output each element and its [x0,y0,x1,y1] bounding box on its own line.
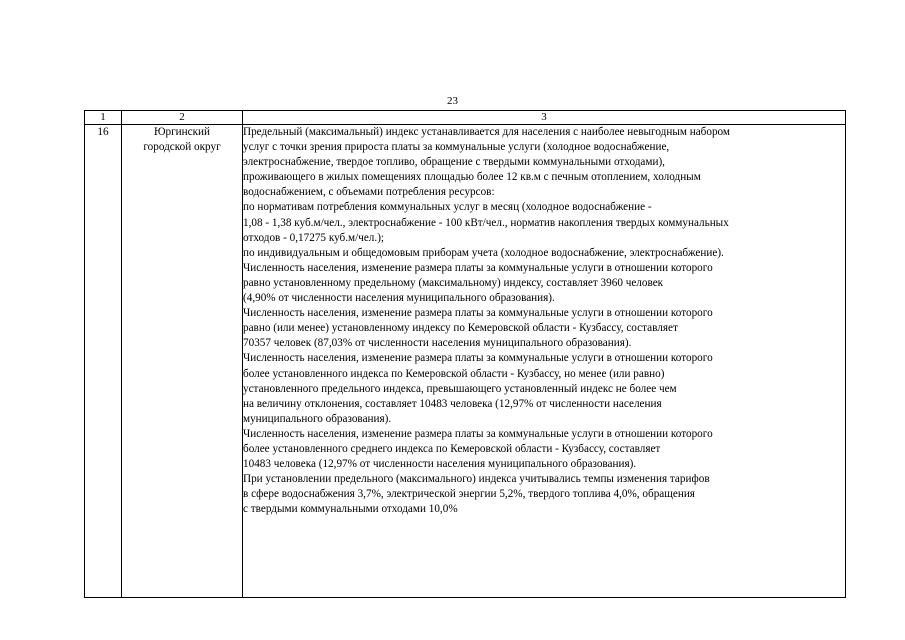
text-line: водоснабжением, с объемами потребления ресурсов: [243,186,495,199]
text-line: отходов - 0,17275 куб.м/чел.); [243,231,385,244]
text-line: При установлении предельного (максимального) индекса учитывались темпы изменения тарифов [243,473,710,486]
text-line: равно установленному предельному (максимальному) индексу, составляет 3960 человек [243,276,664,289]
municipality-line: городской округ [143,141,221,154]
municipality-line: Юргинский [153,126,211,138]
header-col-3: 3 [243,111,846,125]
page-number: 23 [447,95,458,107]
index-description [243,125,846,598]
header-col-1: 1 [85,111,122,125]
text-line: Численность населения, изменение размера платы за коммунальные услуги в отношении которого [243,352,713,365]
text-line: по нормативам потребления коммунальных услуг в месяц (холодное водоснабжение - [243,201,652,214]
text-line: муниципального образования). [243,412,392,425]
text-line: услуг с точки зрения прироста платы за коммунальные услуги (холодное водоснабжение, [243,141,670,154]
text-line: Предельный (максимальный) индекс устанавливается для населения с наиболее невыгодным набором [243,126,730,138]
text-line: 10483 человека (12,97% от численности населения муниципального образования). [243,458,637,471]
text-line: Численность населения, изменение размера платы за коммунальные услуги в отношении которого [243,427,713,440]
text-line: электроснабжение, твердое топливо, обращение с твердыми коммунальными отходами), [243,156,665,169]
text-line: на величину отклонения, составляет 10483 человека (12,97% от численности населения [243,397,662,410]
text-line: (4,90% от численности населения муниципального образования). [243,292,555,305]
text-line: равно (или менее) установленному индексу по Кемеровской области - Кузбассу, составляет [243,322,678,335]
text-line: более установленного индекса по Кемеровской области - Кузбассу, но менее (или равно) [243,367,665,380]
text-line: установленного предельного индекса, превышающего установленный индекс не более чем [243,382,677,395]
text-line: по индивидуальным и общедомовым приборам учета (холодное водоснабжение, электроснабжение). [243,246,724,259]
text-line: Численность населения, изменение размера платы за коммунальные услуги в отношении которого [243,307,713,320]
text-line: 70357 человек (87,03% от численности населения муниципального образования). [243,337,632,350]
text-line: Численность населения, изменение размера платы за коммунальные услуги в отношении которого [243,261,713,274]
header-col-2: 2 [122,111,243,125]
table-header-row [85,111,846,125]
text-line: в сфере водоснабжения 3,7%, электрической энергии 5,2%, твердого топлива 4,0%, обращения [243,488,695,501]
text-line: более установленного среднего индекса по Кемеровской области - Кузбассу, составляет [243,442,661,455]
text-line: с твердыми коммунальными отходами 10,0% [243,503,458,516]
tariff-index-table [84,110,846,598]
row-number: 16 [85,125,122,598]
municipality-name [122,125,243,598]
text-line: 1,08 - 1,38 куб.м/чел., электроснабжение - 100 кВт/чел., норматив накопления твердых коммунальных [243,216,729,229]
text-line: проживающего в жилых помещениях площадью более 12 кв.м с печным отоплением, холодным [243,171,701,184]
table-row [85,125,846,598]
